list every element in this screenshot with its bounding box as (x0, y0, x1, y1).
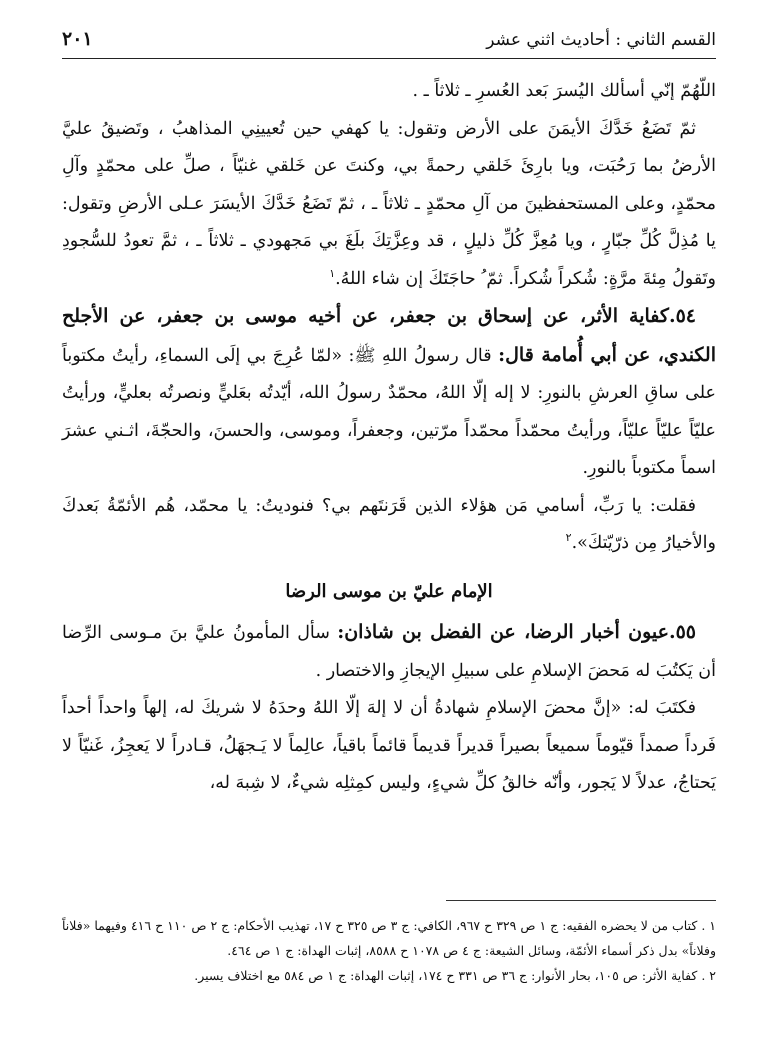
footnote-2: ٢ . كفاية الأثر: ص ١٠٥، بحار الأنوار: ج ٣٦ ص ٣٣١ ح ١٧٤، إثبات الهداة: ج ١ ص ٥٨٤ مع اختلاف يسير. (194, 968, 716, 983)
section-title: الإمام عليّ بن موسى الرضا (285, 580, 493, 602)
page-number: ٢٠١ (62, 28, 93, 50)
footnote-1: ١ . كتاب من لا يحضره الفقيه: ج ١ ص ٣٢٩ ح ٩٦٧، الكافي: ج ٣ ص ٣٢٥ ح ١٧، تهذيب الأحكام: ج ٢ ص ١١٠ ح ٤١٦ وفيهما «فلاناً وفلاناً» بدل ذكر أسماء الأئمّة، وسائل الشيعة: ج ٤ ص ١٠٧٨ ح ٨٥٨٨، إثبات الهداة: ج ١ ص ٤٦٤. (62, 918, 717, 958)
hadith-55 (62, 614, 716, 690)
footnote-ref-1[interactable]: ١ (329, 266, 336, 280)
hadith-55-text: سأل المأمونُ عليَّ بنَ مـوسى الرِّضا أن يَكتُبَ له مَحضَ الإسلامِ على سبيلِ الإيجازِ والاختصار . (62, 623, 716, 681)
hadith-54-text: قال رسولُ اللهِ ﷺ: «لمّا عُرِجَ بي إلَى السماءِ، رأيتُ مكتوباً على ساقِ العرشِ بالنورِ: لا إله إلّا اللهُ، محمّدٌ رسولُ الله، أيّدتُه بعَليٍّ ونصرتُه بعليٍّ، ورأيتُ عليّاً عليّاً عليّاً، ورأيتُ محمّداً محمّداً مرّتين، وجعفراً، وموسى، والحسنَ، والحجّةَ، اثـني عشرَ اسماً مكتوباً بالنورِ. (62, 345, 716, 478)
footnote-ref-2[interactable]: ٢ (565, 531, 572, 545)
hadith-55-continuation: فكتَبَ له: «إنَّ محضَ الإسلامِ شهادةُ أن لا إلهَ إلّا اللهُ وحدَهُ لا شريكَ له، إلهاً واحداً أحداً فَرداً صمداً قيّوماً سميعاً بصيراً قديراً قديماً قائماً باقياً، عالِماً لا يَـجهَلُ، قـادراً لا يَعجِزُ، غَنيّاً لا يَحتاجُ، عدلاً لا يَجور، وأنّه خالقُ كلِّ شيءٍ، وليس كمِثلِه شيءٌ، لا شِبهَ له، (62, 698, 716, 793)
main-text (62, 73, 716, 803)
hadith-54-continuation-text: فقلت: يا رَبِّ، أسامي مَن هؤلاء الذين قَرَنتَهم بي؟ فنوديتُ: يا محمّد، هُم الأئمّةُ بَعدكَ والأخيارُ مِن ذرّيّتكَ». (62, 495, 716, 553)
hadith-54-heading: ٥٤.كفاية الأثر، عن إسحاق بن جعفر، عن أخيه موسى بن جعفر، عن الأجلح الكندي، عن أبي أُمامة قال: (62, 305, 716, 366)
paragraph-2 (62, 111, 716, 299)
page-header (62, 0, 716, 59)
running-title: القسم الثاني : أحاديث اثني عشر (486, 30, 716, 50)
paragraph-1: اللّهُمّ إنّي أسألك اليُسرَ بَعد العُسرِ ـ ثلاثاً ـ . (412, 81, 716, 101)
paragraph-2-text: ثمّ تَضَعُ خَدَّكَ الأيمَنَ على الأرض وتقول: يا كهفي حين تُعيينِي المذاهبُ ، وتَضيقُ عليَّ الأرضُ بما رَحُبَت، ويا بارِئَ خَلقي رحمةً بي، وكنتَ عن خَلقي غنيّاً ، صلِّ على محمّدٍ وآلِ محمّدٍ، وعلى المستحفظينَ من آلِ محمّدٍ ـ ثلاثاً ـ ، ثمّ تَضَعُ خَدَّكَ الأيسَرَ عـلى الأرضِ وتقول: يا مُذِلَّ كُلِّ جبّارٍ ، ويا مُعِزَّ كُلِّ ذليلٍ ، قد وعِزَّتِكَ بلَغَ بي مَجهودي ـ ثلاثاً ـ ، ثمَّ تعودُ للسُّجودِ وتَقولُ مِئةَ مرَّةٍ: شُكراً شُكراً. ثمّ ُ حاجَتَكَ إن شاء اللهُ. (62, 118, 716, 289)
footnote-divider (446, 900, 716, 901)
hadith-55-heading: ٥٥.عيون أخبار الرضا، عن الفضل بن شاذان: (337, 621, 696, 643)
hadith-54 (62, 298, 716, 488)
footnotes (62, 900, 716, 988)
hadith-54-continuation (62, 488, 716, 563)
